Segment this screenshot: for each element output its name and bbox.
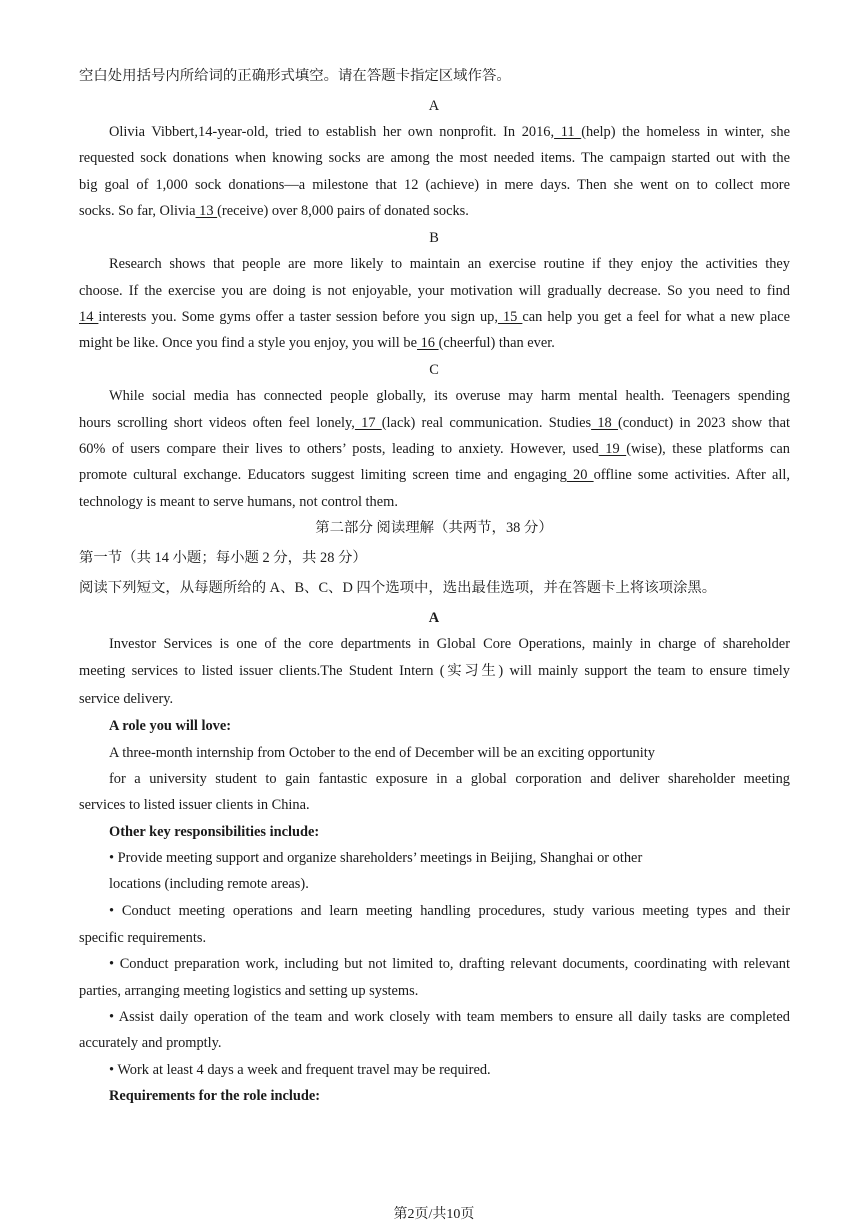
passage-c-line-5: technology is meant to serve humans, not control them. [79, 494, 398, 510]
passage-c-line-4: promote cultural exchange. Educators suggest limiting screen time and engaging 20 offline some activities. After all, [79, 467, 790, 483]
passage-c-line-3: 60% of users compare their lives to others’ posts, leading to anxiety. However, used 19 (wise), these platforms can [79, 441, 790, 457]
blank-17: 17 [354, 415, 382, 431]
blank-20: 20 [566, 467, 594, 483]
passage-a-heading: A [428, 98, 440, 114]
blank-15: 15 [497, 309, 523, 325]
passage-b-line-2: choose. If the exercise you are doing is not enjoyable, your motivation will gradually decrease. So you need to find [79, 283, 790, 299]
part2-instruction: 阅读下列短文，从每题所给的 A、B、C、D 四个选项中，选出最佳选项，并在答题卡上将该项涂黑。 [79, 580, 717, 596]
bullet-1-line-1: • Provide meeting support and organize shareholders’ meetings in Beijing, Shanghai or other [109, 850, 643, 866]
passage-b-line-4: might be like. Once you find a style you enjoy, you will be 16 (cheerful) than ever. [79, 335, 555, 351]
blank-19: 19 [598, 441, 627, 457]
part2-section: 第一节（共 14 小题；每小题 2 分，共 28 分） [79, 550, 367, 566]
reading-a-p1-line-2: meeting services to listed issuer clients.The Student Intern (实习生) will mainly support the team to ensure timely [79, 663, 790, 679]
bullet-5: • Work at least 4 days a week and frequent travel may be required. [109, 1062, 491, 1078]
bullet-1-line-2: locations (including remote areas). [109, 876, 309, 892]
passage-a-line-3: big goal of 1,000 sock donations—a milestone that 12 (achieve) in mere days. Then she went on to collect more [79, 177, 790, 193]
blank-16: 16 [416, 335, 439, 351]
bullet-2-line-2: specific requirements. [79, 930, 207, 946]
instruction-tail: 空白处用括号内所给词的正确形式填空。请在答题卡指定区域作答。 [79, 68, 511, 84]
requirements-heading: Requirements for the role include: [109, 1088, 321, 1104]
bullet-4-line-1: • Assist daily operation of the team and work closely with team members to ensure all daily tasks are completed [109, 1009, 790, 1025]
blank-18: 18 [591, 415, 618, 431]
passage-c-heading: C [429, 362, 439, 378]
passage-a-line-4: socks. So far, Olivia 13 (receive) over 8,000 pairs of donated socks. [79, 203, 469, 219]
passage-b-line-3: 14 interests you. Some gyms offer a taster session before you sign up, 15 can help you get a feel for what a new place [79, 309, 790, 325]
passage-c-line-2: hours scrolling short videos often feel lonely, 17 (lack) real communication. Studies 18 (conduct) in 2023 show that [79, 415, 790, 431]
passage-c-line-1: While social media has connected people globally, its overuse may harm mental health. Teenagers spending [109, 388, 790, 404]
blank-13: 13 [195, 203, 218, 219]
passage-b-heading: B [429, 230, 439, 246]
page-footer: 第2页/共10页 [393, 1207, 475, 1222]
bullet-3-line-1: • Conduct preparation work, including but not limited to, drafting relevant documents, coordinating with relevant [109, 956, 790, 972]
reading-a-p1-line-1: Investor Services is one of the core departments in Global Core Operations, mainly in charge of shareholder [109, 636, 790, 652]
role-line-2: for a university student to gain fantastic exposure in a global corporation and deliver shareholder meeting [109, 771, 790, 787]
blank-11: 11 [554, 124, 582, 140]
reading-a-heading: A [428, 610, 440, 626]
passage-b-line-1: Research shows that people are more likely to maintain an exercise routine if they enjoy the activities they [109, 256, 790, 272]
bullet-3-line-2: parties, arranging meeting logistics and setting up systems. [79, 983, 419, 999]
passage-a-line-2: requested sock donations when knowing socks are among the most needed items. The campaign started out with the [79, 150, 790, 166]
role-line-3: services to listed issuer clients in China. [79, 797, 310, 813]
bullet-2-line-1: • Conduct meeting operations and learn meeting handling procedures, study various meeting types and their [109, 903, 790, 919]
passage-a-line-1: Olivia Vibbert,14-year-old, tried to establish her own nonprofit. In 2016, 11 (help) the homeless in winter, she [109, 124, 790, 140]
responsibilities-heading: Other key responsibilities include: [109, 824, 320, 840]
role-line-1: A three-month internship from October to the end of December will be an exciting opportunity [109, 745, 655, 761]
part2-title: 第二部分 阅读理解（共两节，38 分） [315, 520, 553, 536]
blank-14: 14 [79, 309, 99, 325]
reading-a-p1-line-3: service delivery. [79, 691, 174, 707]
bullet-4-line-2: accurately and promptly. [79, 1035, 222, 1051]
role-heading: A role you will love: [109, 718, 232, 734]
